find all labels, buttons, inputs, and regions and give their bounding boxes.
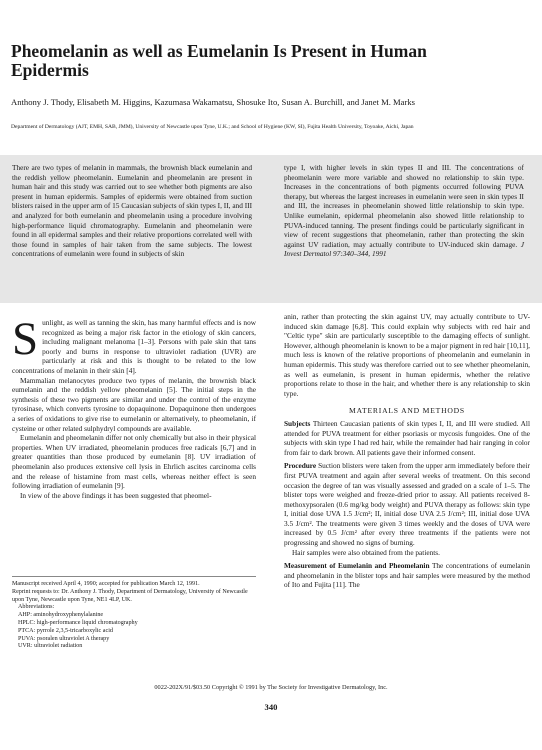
abbreviation-item: HPLC: high-performance liquid chromatography xyxy=(18,619,138,626)
subjects-paragraph xyxy=(284,419,530,457)
footnotes xyxy=(12,576,256,651)
abstract-right-column xyxy=(284,163,524,259)
paper-title: Pheomelanin as well as Eumelanin Is Present in Human Epidermis xyxy=(11,41,427,80)
affiliations: Department of Dermatology (AJT, EMH, SAB, JMM), University of Newcastle upon Tyne, U.K.; and School of Hygiene (KW, SI), Fujita Health University, Toyoake, Aichi, Japan xyxy=(11,124,414,130)
reprint-note: Reprint requests to: Dr. Anthony J. Thody, Department of Dermatology, University of Newcastle upon Tyne, Newcastle upon Tyne, NE1 4LP, UK. xyxy=(12,588,248,603)
drop-cap: S xyxy=(12,313,39,365)
abbreviation-item: UVR: ultraviolet radiation xyxy=(18,643,83,650)
subjects-subheading: Subjects xyxy=(284,418,311,428)
abbreviations-heading: Abbreviations: xyxy=(18,604,55,611)
procedure-subheading: Procedure xyxy=(284,461,317,471)
author-list: Anthony J. Thody, Elisabeth M. Higgins, Kazumasa Wakamatsu, Shosuke Ito, Susan A. Burchill, and Janet M. Marks xyxy=(11,97,415,107)
intro-paragraph-2: Mammalian melanocytes produce two types of melanin, the brownish black eumelanin and the reddish yellow pheomelanin [5]. The initial steps in the synthesis of these two pigments are similar and under the control of the enzyme tyrosinase, which converts tyrosine to dopaquinone. Dopaquinone then undergoes a series of oxidations to give rise to eumelanin or alternatively, to pheomelanin, if cysteine or other related sulphydryl compounds are available. xyxy=(12,375,256,433)
body-left-column xyxy=(12,313,256,500)
intro-continuation: anin, rather than protecting the skin against UV, may actually contribute to UV-induced skin damage [6,8]. This could explain why subjects with red hair and "Celtic type" skin are particularly susceptible to the damaging effects of sunlight. However, although pheomelanin is known to be a major pigment in red hair [10,11], much less is known of the relative proportions of pheomelanin and eumelanin in human epidermis. This study was therefore carried out to see whether pheomelanin, as well as eumelanin, is present in human epidermis, whether the relative proportions relate to those in the hair, and whether there is any relationship to skin type. xyxy=(284,312,530,398)
abbreviation-item: AHP: aminohydroxyphenylalanine xyxy=(18,612,104,619)
measurement-paragraph xyxy=(284,561,530,590)
measurement-text: The concentrations of eumelanin and pheomelanin in the blister tops and hair samples were measured by the method of Ito and Fujita [11]. The xyxy=(284,561,530,590)
procedure-text: Suction blisters were taken from the upper arm immediately before their first PUVA treatment and again after several weeks of treatment. On this second occasion the degree of tan was visually assessed and graded on a scale of 1–5. The blister tops were weighed and freeze-dried prior to assay. All patients received 8-methoxypsoralen (0.6 mg/kg body weight) and PUVA therapy as follows: skin type I, initial dose UVA 1.5 J/cm²; II, initial dose UVA 2.5 J/cm²; III, initial dose UVA 3.5 J/cm². The treatments were given 3 times weekly and the doses of UVA were increased by 0.5 J/cm² after every three treatments if the patients were not progressing and showed no signs of burning. xyxy=(284,461,530,548)
abstract-box xyxy=(0,155,542,303)
section-heading-methods: MATERIALS AND METHODS xyxy=(349,406,465,416)
hair-paragraph: Hair samples were also obtained from the patients. xyxy=(292,547,440,557)
intro-paragraph-4: In view of the above findings it has been suggested that pheomel- xyxy=(20,490,212,500)
abbreviation-item: PTCA: pyrrole 2,3,5-tricarboxylic acid xyxy=(18,627,113,634)
received-note: Manuscript received April 4, 1990; accepted for publication March 12, 1991. xyxy=(12,581,200,587)
measurement-subheading: Measurement of Eumelanin and Pheomelanin xyxy=(284,561,430,571)
body-right-column xyxy=(284,312,530,590)
intro-paragraph-1 xyxy=(12,313,256,376)
journal-citation: J Invest Dermatol 97:340–344, 1991 xyxy=(284,239,524,259)
procedure-paragraph xyxy=(284,461,530,547)
intro-paragraph-3: Eumelanin and pheomelanin differ not only chemically but also in their physical properties. When UV irradiated, pheomelanin produces free radicals [6,7] and in greater quantities than those produced by eumelanin [8]. UV irradiation of pheomelanin also produces extensive cell lysis in Ehrlich ascites carcinoma cells and the release of histamine from mast cells, whereas neither effect is seen following irradiation of eumelanin [9]. xyxy=(12,433,256,491)
copyright-footer: 0022-202X/91/$03.50 Copyright © 1991 by The Society for Investigative Dermatology, Inc. xyxy=(154,684,388,691)
abbreviation-item: PUVA: psoralen ultraviolet A therapy xyxy=(18,635,110,642)
page-number: 340 xyxy=(264,702,278,712)
abstract-right-text: type I, with higher levels in skin types II and III. The concentrations of pheomelanin were more variable and showed no relationship to skin type. Increases in the concentrations of both pigments occurred following PUVA therapy, but whereas the largest increases in eumelanin were seen in skin types II and III, the increases in pheomelanin showed little relationship to skin type. Unlike eumelanin, epidermal pheomelanin also showed little relationship to PUVA-induced tanning. The present findings could be particularly significant in view of recent suggestions that pheomelanin, rather than protecting the skin against UV radiation, may actually contribute to UV-induced skin damage. xyxy=(284,163,524,249)
intro-paragraph-1-text: unlight, as well as tanning the skin, has many harmful effects and is now recognized as being a major risk factor in the etiology of skin cancers, including malignant melanoma [1–3]. Persons with pale skin that tans poorly and burns in response to ultraviolet radiation (UVR) are particularly at risk and this is thought to be related to the low concentrations of melanin in their skin [4]. xyxy=(12,318,256,375)
subjects-text: Thirteen Caucasian patients of skin types I, II, and III were studied. All attended for PUVA treatment for either psoriasis or mycosis fungoides. One of the subjects with skin type I had red hair, while the remainder had hair ranging in color from fair to dark brown. All patients gave their informed consent. xyxy=(284,418,530,457)
abstract-left-column: There are two types of melanin in mammals, the brownish black eumelanin and the reddish yellow pheomelanin. Eumelanin and pheomelanin are present in human hair and this study was carried out to see whether both pigments are also present in human epidermis. Samples of epidermis were obtained from suction blisters raised in the upper arm of 15 Caucasian subjects of skin types I, II, and III and analyzed for both eumelanin and pheomelanin using a procedure involving high-performance liquid chromatography. Eumelanin and pheomelanin were found in all epidermal samples and their relative proportions correlated well with those found in samples of hair taken from the same subjects. The lowest concentrations of eumelanin were found in subjects of skin xyxy=(12,163,252,259)
